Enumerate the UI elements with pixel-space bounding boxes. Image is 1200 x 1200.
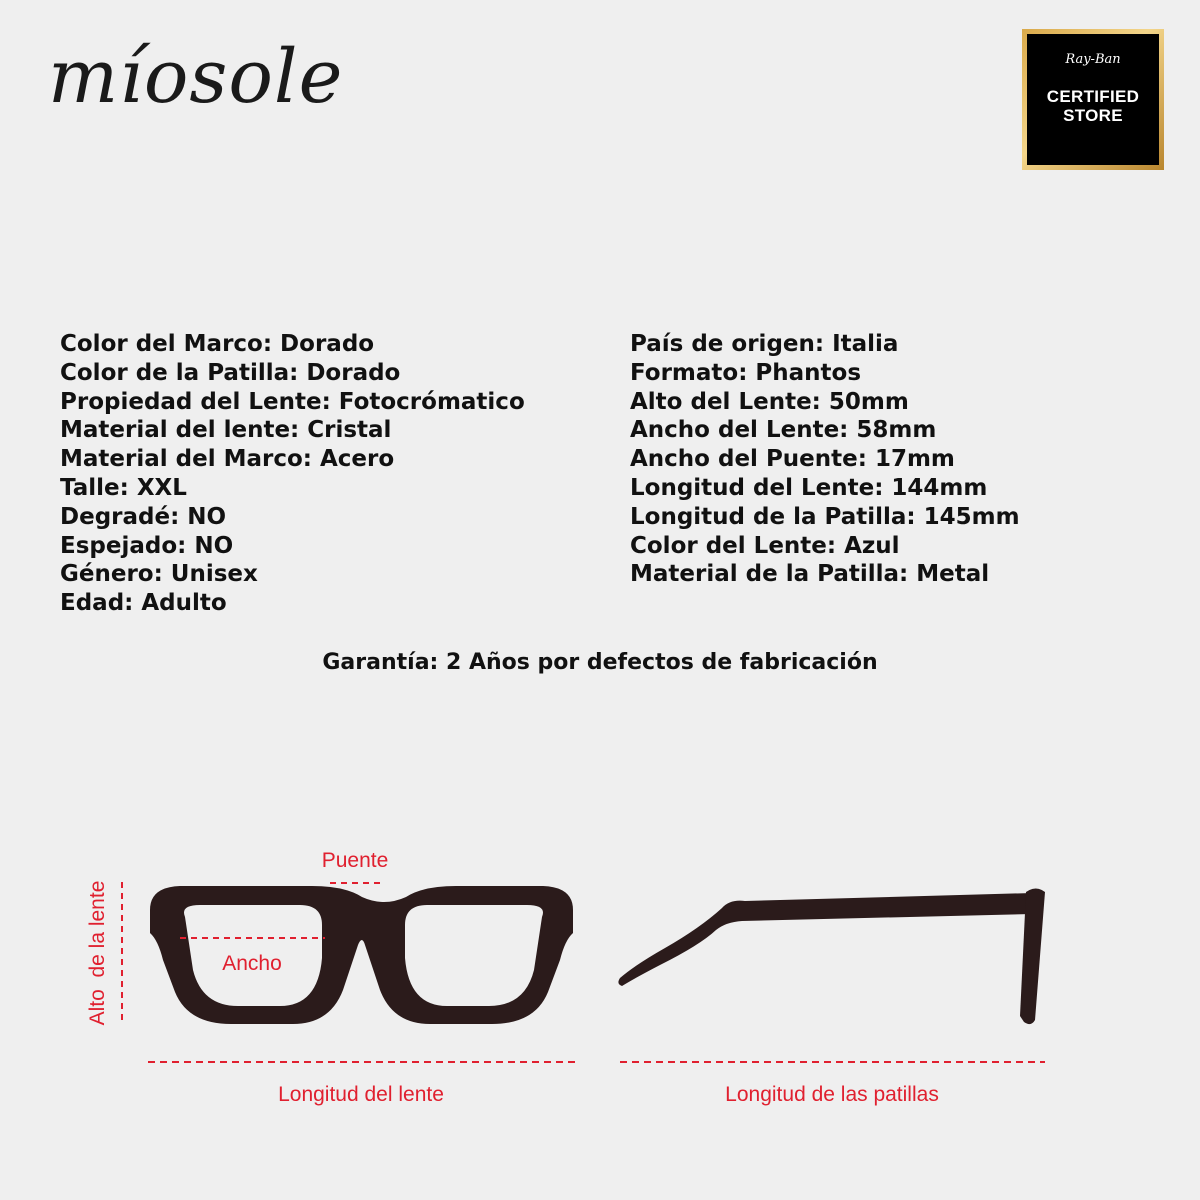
longitud-lente-label: Longitud del lente [278, 1083, 444, 1106]
spec-temple-color: Color de la Patilla: Dorado [60, 359, 401, 386]
spec-frame-color: Color del Marco: Dorado [60, 331, 375, 357]
spec-frame-material: Material del Marco: Acero [60, 446, 395, 473]
badge-line-certified: CERTIFIED [1046, 87, 1140, 106]
spec-temple-length: Longitud de la Patilla: 145mm [630, 503, 1020, 530]
spec-mirrored: Espejado: NO [60, 532, 234, 559]
badge-line-store: STORE [1063, 106, 1123, 125]
spec-temple-material: Material de la Patilla: Metal [630, 561, 990, 588]
glasses-front-view [150, 886, 573, 1024]
longitud-patillas-label: Longitud de las patillas [725, 1083, 939, 1106]
spec-age: Edad: Adulto [60, 590, 227, 617]
puente-label: Puente [321, 849, 389, 872]
spec-lens-length: Longitud del Lente: 144mm [630, 474, 988, 501]
spec-lens-width: Ancho del Lente: 58mm [630, 417, 937, 444]
spec-lens-color: Color del Lente: Azul [630, 532, 900, 559]
spec-lens-height: Alto del Lente: 50mm [630, 388, 909, 415]
brand-logo: míosole [48, 34, 344, 120]
spec-lens-material: Material del lente: Cristal [60, 417, 392, 444]
glasses-side-view [618, 889, 1045, 1025]
rayban-script-logo: Ray-Ban [1065, 52, 1121, 67]
spec-origin: País de origen: Italia [630, 331, 899, 357]
glasses-front-frame [150, 886, 573, 1024]
ancho-label: Ancho [222, 952, 282, 975]
alto-lente-label: Alto de la lente [86, 880, 109, 1026]
spec-bridge-width: Ancho del Puente: 17mm [630, 446, 955, 473]
spec-gender: Género: Unisex [60, 561, 258, 588]
spec-format: Formato: Phantos [630, 359, 862, 386]
spec-gradient: Degradé: NO [60, 503, 227, 530]
spec-size: Talle: XXL [60, 474, 187, 501]
spec-lens-property: Propiedad del Lente: Fotocrómatico [60, 388, 525, 415]
temple-arm [618, 893, 1033, 986]
guarantee-text: Garantía: 2 Años por defectos de fabricación [322, 650, 878, 675]
